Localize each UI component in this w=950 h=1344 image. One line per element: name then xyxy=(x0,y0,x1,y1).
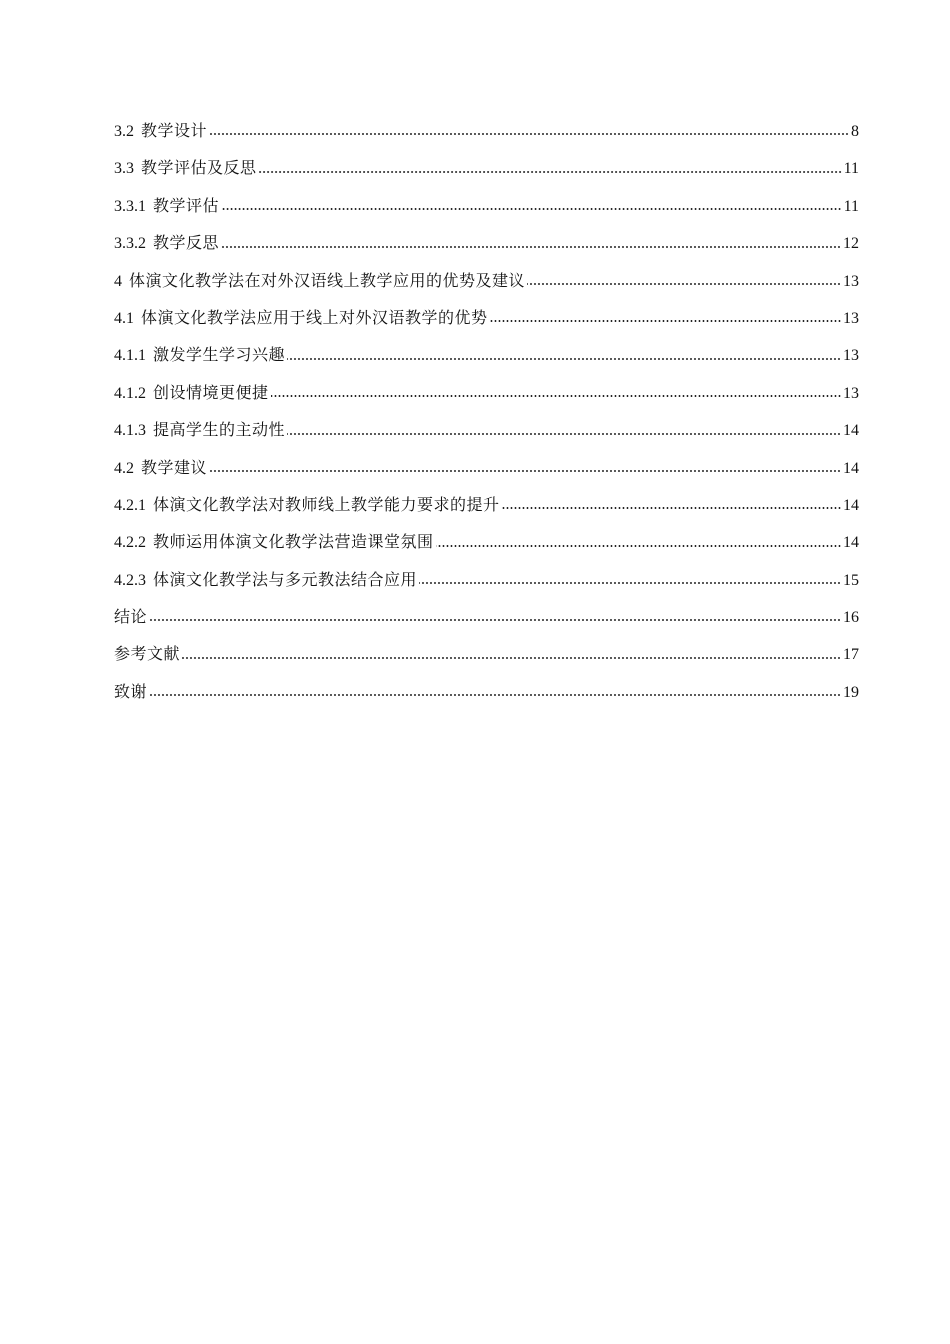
toc-entry-title: 教学评估及反思 xyxy=(141,160,257,178)
dot-leader xyxy=(502,507,841,509)
dot-leader xyxy=(271,395,841,397)
toc-entry-title: 创设情境更便捷 xyxy=(153,384,269,402)
toc-entry-page: 13 xyxy=(843,309,859,327)
toc-entry-number: 4.2.1 xyxy=(114,496,146,514)
dot-leader xyxy=(419,582,841,584)
toc-entry-title: 教学设计 xyxy=(141,123,208,140)
toc-entry-number: 3.2 xyxy=(114,123,134,140)
toc-entry-page: 8 xyxy=(851,123,859,140)
dot-leader xyxy=(287,433,841,435)
dot-leader xyxy=(182,657,841,659)
toc-entry-page: 13 xyxy=(843,347,859,365)
toc-entry-page: 13 xyxy=(843,272,859,290)
toc-entry-number: 4.1.2 xyxy=(114,384,146,402)
toc-entry[interactable] xyxy=(114,643,859,680)
toc-entry-number: 4.2 xyxy=(114,459,134,477)
toc-entry-page: 14 xyxy=(843,496,859,514)
toc-entry-number: 3.3 xyxy=(114,160,134,178)
toc-entry[interactable] xyxy=(114,195,859,232)
toc-entry-number: 4.1 xyxy=(114,309,134,327)
toc-entry-number: 4.2.3 xyxy=(114,571,146,589)
toc-entry[interactable] xyxy=(114,344,859,381)
toc-entry[interactable] xyxy=(114,569,859,606)
toc-entry-page: 14 xyxy=(843,534,859,552)
toc-entry-number: 4.1.3 xyxy=(114,422,146,440)
toc-entry-page: 19 xyxy=(843,683,859,701)
toc-entry[interactable] xyxy=(114,494,859,531)
toc-entry[interactable] xyxy=(114,232,859,269)
dot-leader xyxy=(259,171,842,173)
toc-entry[interactable] xyxy=(114,382,859,419)
toc-entry-title: 结论 xyxy=(114,609,148,627)
toc-entry-number: 3.3.2 xyxy=(114,235,146,253)
dot-leader xyxy=(221,246,841,248)
toc-entry[interactable] xyxy=(114,157,859,194)
dot-leader xyxy=(490,320,841,322)
toc-entry-page: 15 xyxy=(843,571,859,589)
toc-entry-page: 11 xyxy=(843,197,859,215)
toc-entry[interactable] xyxy=(114,270,859,307)
toc-entry[interactable] xyxy=(114,120,859,157)
toc-entry-title: 参考文献 xyxy=(114,646,181,664)
toc-entry-number: 4 xyxy=(114,272,122,290)
toc-entry-title: 激发学生学习兴趣 xyxy=(153,347,286,365)
toc-entry-title: 教学建议 xyxy=(141,459,208,477)
toc-entry-number: 4.2.2 xyxy=(114,534,146,552)
dot-leader xyxy=(527,283,841,285)
toc-entry-title: 教师运用体演文化教学法营造课堂氛围 xyxy=(153,534,434,552)
toc-entry-title: 教学反思 xyxy=(153,235,220,253)
toc-entry-page: 11 xyxy=(843,160,859,178)
toc-entry[interactable] xyxy=(114,419,859,456)
toc-entry-page: 12 xyxy=(843,235,859,253)
toc-entry[interactable] xyxy=(114,681,859,718)
toc-entry-page: 17 xyxy=(843,646,859,664)
dot-leader xyxy=(209,133,849,135)
toc-entry-title: 体演文化教学法应用于线上对外汉语教学的优势 xyxy=(141,309,488,327)
dot-leader xyxy=(221,208,842,210)
toc-entry-page: 14 xyxy=(843,459,859,477)
dot-leader xyxy=(209,470,841,472)
toc-entry-title: 提高学生的主动性 xyxy=(153,422,286,440)
toc-entry-title: 体演文化教学法在对外汉语线上教学应用的优势及建议 xyxy=(129,272,526,290)
dot-leader xyxy=(149,694,841,696)
toc-entry-page: 16 xyxy=(843,609,859,627)
toc-entry-title: 体演文化教学法对教师线上教学能力要求的提升 xyxy=(153,496,500,514)
dot-leader xyxy=(149,619,841,621)
toc-entry-title: 致谢 xyxy=(114,683,148,701)
dot-leader xyxy=(287,358,841,360)
toc-entry-title: 体演文化教学法与多元教法结合应用 xyxy=(153,571,418,589)
table-of-contents xyxy=(114,120,859,718)
toc-entry[interactable] xyxy=(114,531,859,568)
dot-leader xyxy=(436,545,841,547)
toc-entry-number: 4.1.1 xyxy=(114,347,146,365)
toc-entry-page: 13 xyxy=(843,384,859,402)
toc-entry[interactable] xyxy=(114,307,859,344)
toc-entry-page: 14 xyxy=(843,422,859,440)
toc-entry-number: 3.3.1 xyxy=(114,197,146,215)
toc-entry[interactable] xyxy=(114,606,859,643)
toc-entry[interactable] xyxy=(114,457,859,494)
toc-entry-title: 教学评估 xyxy=(153,197,220,215)
